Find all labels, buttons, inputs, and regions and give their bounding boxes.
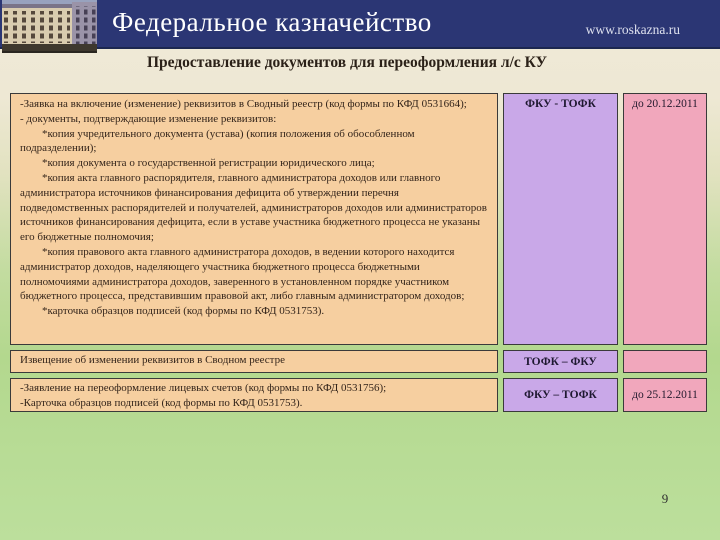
table-row-3-direction-cell: ФКУ – ТОФК [503,378,618,412]
document-item: *копия правового акта главного администратора доходов, в ведении которого находится администратор доходов, наделяющего участника бюджетного процесса бюджетными полномочиями администратора доходов, заверенного в установленном порядке участником бюджетного процесса, представившим правовой акт, либо главным администратором доходов; [20,245,465,303]
document-item: -Заявление на переоформление лицевых счетов (код формы по КФД 0531756); [20,382,387,394]
document-item: *копия акта главного распорядителя, главного администратора доходов или главного администратора источников финансирования дефицита об утверждении перечня подведомственных распорядителей и получателей, администраторов доходов или администраторов источников финансирования дефицита, если в уставе участника бюджетного процесса не указаны его бюджетные полномочия; [20,171,487,244]
document-item: *копия документа о государственной регистрации юридического лица; [42,157,375,170]
document-item: *карточка образцов подписей (код формы по КФД 0531753). [42,305,325,318]
table-row-2-documents-cell [10,350,498,373]
header-brand-title: Федеральное казначейство [112,7,432,37]
table-row-3-deadline-cell: до 25.12.2011 [623,378,707,412]
table-row-2-direction-cell: ТОФК – ФКУ [503,350,618,373]
table-row-1-direction-cell: ФКУ - ТОФК [503,93,618,345]
document-item: *копия учредительного документа (устава) (копия положения об обособленном подразделении); [20,127,415,155]
table-row-1-deadline-cell: до 20.12.2011 [623,93,707,345]
document-item: - документы, подтверждающие изменение реквизитов: [20,112,277,125]
document-item: -Заявка на включение (изменение) реквизитов в Сводный реестр (код формы по КФД 0531664); [20,98,467,110]
document-item: -Карточка образцов подписей (код формы по КФД 0531753). [20,396,303,409]
table-row-3-documents-cell [10,378,498,412]
treasury-building-photo [2,0,97,53]
document-item: Извещение об изменении реквизитов в Сводном реестре [20,354,285,366]
header-website-link[interactable]: www.roskazna.ru [585,22,680,37]
page-title: Предоставление документов для переоформления л/с КУ [146,54,547,71]
table-row-1-documents-cell [10,93,498,345]
page-number: 9 [661,491,669,506]
table-row-2-deadline-cell [623,350,707,373]
